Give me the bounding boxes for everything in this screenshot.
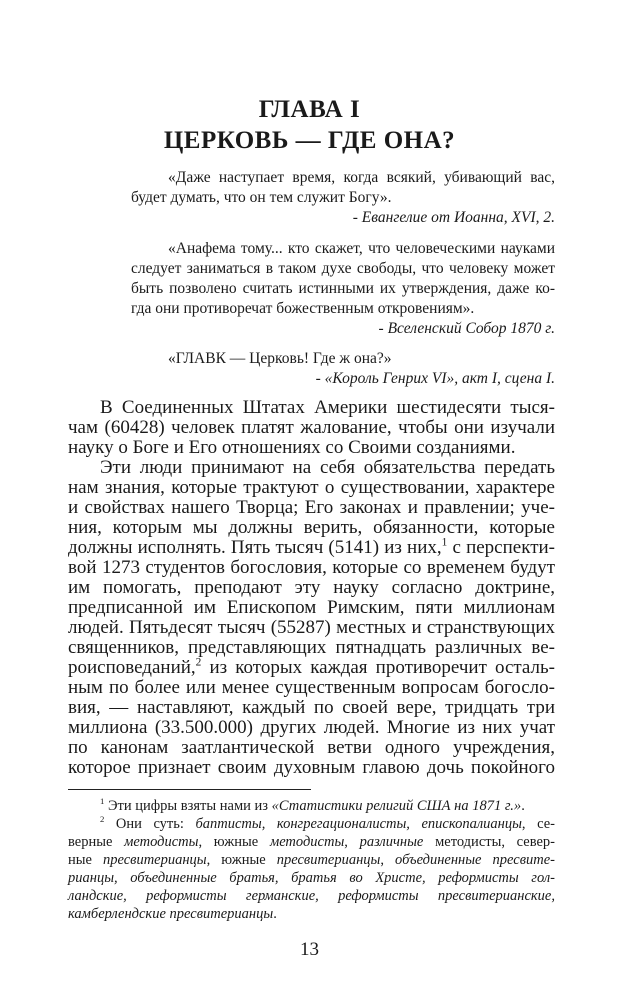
- body_lines-line: [100, 398, 555, 417]
- footnote-marker: 1: [441, 536, 448, 549]
- body_lines-line: [68, 438, 555, 457]
- page-number: 13: [300, 939, 319, 960]
- text-run: ния, которым мы должны верить, обязанности, которые: [68, 517, 555, 538]
- text-run: науку о Боге и Его отношениях со Своими созданиями.: [68, 437, 516, 458]
- epigraph-line: будет думать, что он тем служит Богу».: [131, 189, 392, 206]
- body_lines-line: [68, 718, 555, 737]
- body_lines-line: [68, 758, 555, 777]
- footnote-marker: 2: [195, 656, 202, 669]
- body_lines-line: [68, 698, 555, 717]
- text-run: , южные: [198, 834, 270, 850]
- body_lines-line: [100, 458, 555, 477]
- chapter-number: ГЛАВА I: [258, 96, 361, 123]
- text-run: с перспекти-: [447, 537, 555, 558]
- body_lines-line: [68, 738, 555, 757]
- epigraph-line: «ГЛАВК — Церковь! Где ж она?»: [168, 350, 392, 367]
- footnote-marker: 2: [100, 814, 105, 825]
- text-run: по канонам заатлантической ветви одного учреждения,: [68, 737, 555, 758]
- text-run: вой 1273 студентов богословия, которые со временем будут: [68, 557, 555, 578]
- chapter-title: ЦЕРКОВЬ — ГДЕ ОНА?: [163, 127, 456, 154]
- body_lines-line: [68, 578, 555, 597]
- text-run: камберлендские пресвитерианцы: [68, 906, 274, 922]
- text-run: людей. Пятьдесят тысяч (55287) местных и странствующих: [68, 617, 555, 638]
- body_lines-line: [68, 618, 555, 637]
- text-run: методисты: [124, 834, 199, 850]
- epigraph-line: гда они противоречат божественным откровениям».: [131, 300, 475, 317]
- footnote_lines-line: [68, 889, 555, 904]
- footnote_lines-line: [68, 871, 555, 886]
- body_lines-line: [68, 638, 555, 657]
- text-run: «Статистики религий США на 1871 г.»: [271, 798, 522, 814]
- text-run: Эти цифры взяты нами из: [104, 798, 272, 814]
- epigraph-source: - «Король Генрих VI», акт I, сцена I.: [315, 370, 555, 387]
- text-run: ные: [68, 852, 103, 868]
- text-run: пресвитерианцы: [102, 852, 207, 868]
- epigraph-line: быть позволено считать истинными их утверждения, даже ко-: [131, 280, 555, 297]
- text-run: .: [521, 798, 525, 814]
- epigraph-source: - Евангелие от Иоанна, XVI, 2.: [352, 209, 555, 226]
- footnote_lines-line: [100, 796, 555, 814]
- text-run: из которых каждая противоречит осталь-: [201, 657, 555, 678]
- text-run: В Соединенных Штатах Америки шестидесяти тыся-: [100, 397, 555, 418]
- footnote-marker: 1: [100, 796, 105, 807]
- footnote_lines-line: [100, 814, 555, 832]
- text-run: .: [273, 906, 277, 922]
- text-run: предписанной им Епископом Римским, пяти миллионам: [68, 597, 555, 618]
- text-run: ным по более или менее существенным вопросам богосло-: [68, 677, 555, 698]
- footnote_lines-line: [68, 907, 555, 922]
- body_lines-line: [68, 478, 555, 497]
- text-run: объединенные пресвите-: [395, 852, 555, 868]
- text-run: верные: [68, 834, 125, 850]
- footnote_lines-line: [68, 835, 555, 850]
- body_lines-line: [68, 598, 555, 617]
- text-run: рианцы, объединенные братья, братья во Христе, реформисты гол-: [68, 870, 555, 886]
- text-run: которое признает своим духовным главою дочь покойного: [68, 757, 555, 778]
- body_lines-line: [68, 658, 555, 677]
- body_lines-line: [68, 518, 555, 537]
- text-run: различные: [359, 834, 424, 850]
- text-run: должны исполнять. Пять тысяч (5141) из них,: [68, 537, 442, 558]
- body_lines-line: [68, 538, 555, 557]
- text-run: Они суть:: [104, 816, 196, 832]
- text-run: священников, представляющих пятнадцать различных ве-: [68, 637, 555, 658]
- body_lines-line: [68, 498, 555, 517]
- text-run: нам знания, которые трактуют о существовании, характере: [68, 477, 555, 498]
- text-run: методисты: [269, 834, 345, 850]
- text-run: , южные: [206, 852, 277, 868]
- text-run: ,: [344, 834, 360, 850]
- text-run: им помогать, преподают эту науку согласно доктрине,: [68, 577, 555, 598]
- body_lines-line: [68, 558, 555, 577]
- text-run: и свойствах нашего Творца; Его законах и правлении; уче-: [68, 497, 555, 518]
- footnote_lines-line: [68, 853, 555, 868]
- text-run: миллиона (33.500.000) других людей. Многие из них учат: [68, 717, 555, 738]
- text-run: ландские, реформисты германские, реформисты пресвитерианские,: [68, 888, 555, 904]
- text-run: баптисты, конгрегационалисты, епископалианцы: [195, 816, 522, 832]
- text-run: Эти люди принимают на себя обязательства передать: [100, 457, 555, 478]
- text-run: чам (60428) человек платят жалование, чтобы они изучали: [68, 417, 555, 438]
- footnote-divider: [68, 789, 311, 790]
- text-run: методисты, север-: [423, 834, 555, 850]
- text-run: пресвитерианцы: [276, 852, 381, 868]
- body_lines-line: [68, 418, 555, 437]
- text-run: ,: [380, 852, 396, 868]
- text-run: , се-: [521, 816, 555, 832]
- body_lines-line: [68, 678, 555, 697]
- text-run: вия, — наставляют, каждый по своей вере, тридцать три: [68, 697, 555, 718]
- epigraph-source: - Вселенский Собор 1870 г.: [378, 320, 555, 337]
- epigraph-line: «Анафема тому... кто скажет, что человеческими науками: [168, 240, 555, 257]
- text-run: роисповеданий,: [68, 657, 196, 678]
- epigraph-line: «Даже наступает время, когда всякий, убивающий вас,: [168, 169, 555, 186]
- epigraph-line: следует заниматься в таком духе свободы, что человеку может: [131, 260, 555, 277]
